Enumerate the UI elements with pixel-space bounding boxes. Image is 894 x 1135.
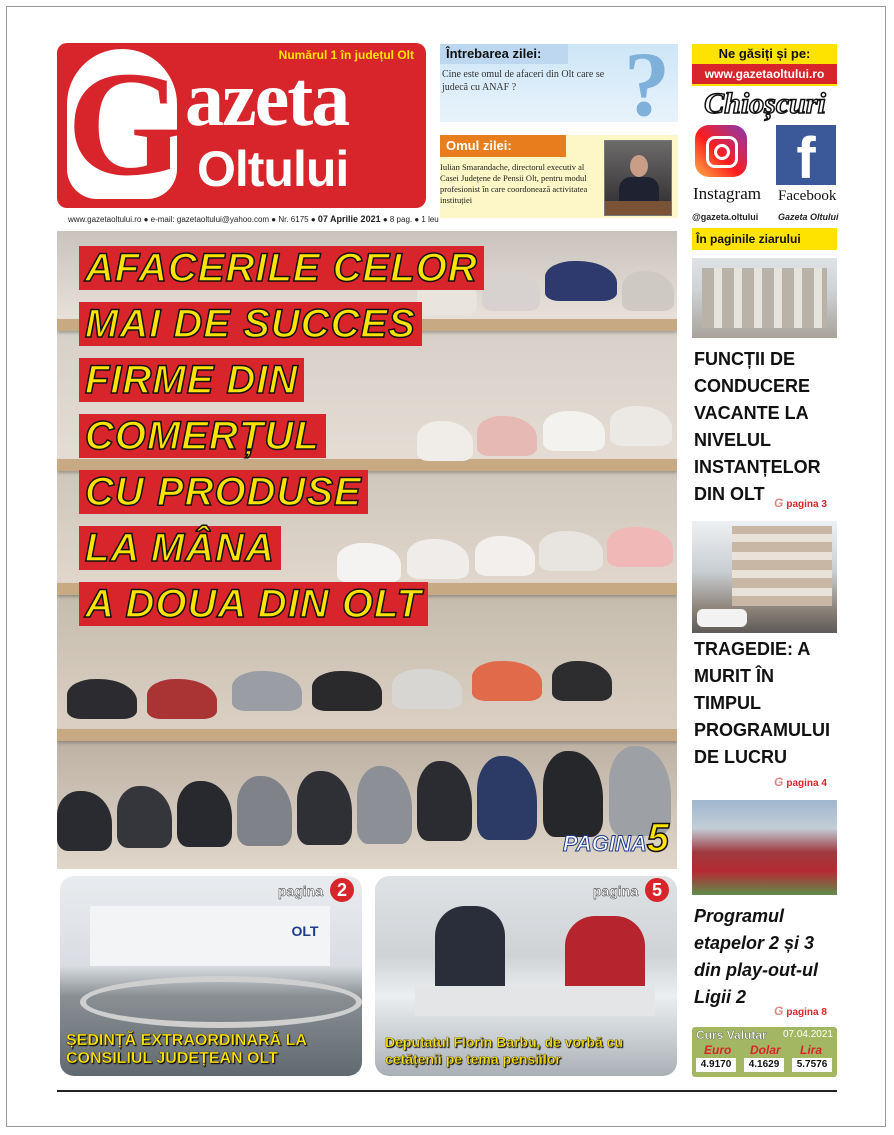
instagram-label: Instagram [693,184,761,203]
instagram-icon[interactable] [695,125,747,177]
masthead-tagline: Numărul 1 în județul Olt [278,48,414,62]
in-pages-heading: În paginile ziarului [692,228,837,250]
right-story-title[interactable]: Programul etapelor 2 și 3 din play-out-ul Ligii 2 [694,906,818,1007]
story-caption: Deputatul Florin Barbu, de vorbă cu cetățenii pe tema pensiilor [385,1034,624,1067]
man-of-day-photo [604,140,672,216]
exchange-date: 07.04.2021 [782,1029,833,1040]
find-us-box [692,44,837,86]
website-link[interactable]: www.gazetaoltului.ro [68,215,142,224]
story-council-meeting[interactable] [60,876,362,1076]
facebook-handle[interactable]: Gazeta Oltului [778,212,839,222]
headline-line: MAI DE SUCCES [79,301,484,347]
headline-line: A DOUA DIN OLT [79,581,484,627]
right-story-title[interactable]: TRAGEDIE: A MURIT ÎN TIMPUL PROGRAMULUI DE LUCRU [694,639,830,767]
currency-value: 4.9170 [696,1058,736,1072]
question-text: Cine este omul de afaceri din Olt care se judecă cu ANAF ? [442,69,605,93]
find-us-label: Ne găsiți și pe: [718,46,811,61]
currency-name: Euro [704,1043,732,1057]
kiosks-label: Chioșcuri [704,87,826,120]
headline-line: COMERȚUL [79,413,484,459]
headline-line: CU PRODUSE [79,469,484,515]
story-page-link[interactable]: pagina 2 [278,878,354,902]
facebook-label: Facebook [778,188,837,204]
right-story-page[interactable]: G pagina 3 [774,496,827,510]
thumb-football-team[interactable] [692,800,837,895]
issue-info-line: www.gazetaoltului.ro ● e-mail: gazetaoltului@yahoo.com ● Nr. 6175 ● 07 Aprilie 2021 ● 8 pag. ● 1 leu [68,214,439,224]
thumb-court-building[interactable] [692,258,837,338]
issue-price: 1 leu [421,215,439,224]
site-link[interactable]: www.gazetaoltului.ro [692,64,837,84]
right-story-page[interactable]: G pagina 4 [774,775,827,789]
man-of-day-box[interactable] [440,135,678,218]
shelf [57,729,677,741]
man-of-day-heading: Omul zilei: [440,135,566,157]
logo-letter-g: G [67,43,184,207]
headline-line: AFACERILE CELOR [79,245,484,291]
currency-name: Lira [800,1043,823,1057]
hero-story[interactable] [57,231,677,869]
right-story-page[interactable]: G pagina 8 [774,1004,827,1018]
issue-date: 07 Aprilie 2021 [317,214,381,224]
thumb-tragedy-building[interactable] [692,521,837,633]
instagram-handle[interactable]: @gazeta.oltului [692,212,759,222]
issue-number: Nr. 6175 [278,215,309,224]
question-heading: Întrebarea zilei: [440,44,568,64]
story-page-link[interactable]: pagina 5 [593,878,669,902]
page-count: 8 pag. [389,215,413,224]
masthead-logo[interactable] [57,43,426,208]
story-caption: ȘEDINȚĂ EXTRAORDINARĂ LA CONSILIUL JUDEȚEAN OLT [66,1032,307,1067]
hero-page-link[interactable]: PAGINA5 [562,816,669,860]
olt-sign: OLT [291,923,319,939]
question-of-day-box[interactable] [440,44,678,122]
exchange-rates-box [692,1027,837,1077]
logo-word-gazeta: azeta [185,55,349,142]
hero-headline [79,245,484,637]
bottom-rule [57,1090,837,1092]
logo-word-oltului: Oltului [197,141,349,197]
facebook-icon[interactable]: f [776,125,836,185]
currency-name: Dolar [750,1043,781,1057]
currency-value: 4.1629 [744,1058,784,1072]
story-deputy-meeting[interactable] [375,876,677,1076]
man-of-day-text: Iulian Smarandache, directorul executiv al Casei Județene de Pensii Olt, pentru modul profesionist în care coordonează activitatea instituției [440,162,588,205]
email-link[interactable]: e-mail: gazetaoltului@yahoo.com [150,215,270,224]
currency-value: 5.7576 [792,1058,832,1072]
headline-line: FIRME DIN [79,357,484,403]
headline-line: LA MÂNA [79,525,484,571]
exchange-title: Curs Valutar [696,1028,767,1042]
question-mark-icon: ? [624,44,670,122]
right-story-title[interactable]: FUNCȚII DE CONDUCERE VACANTE LA NIVELUL INSTANȚELOR DIN OLT [694,349,821,504]
